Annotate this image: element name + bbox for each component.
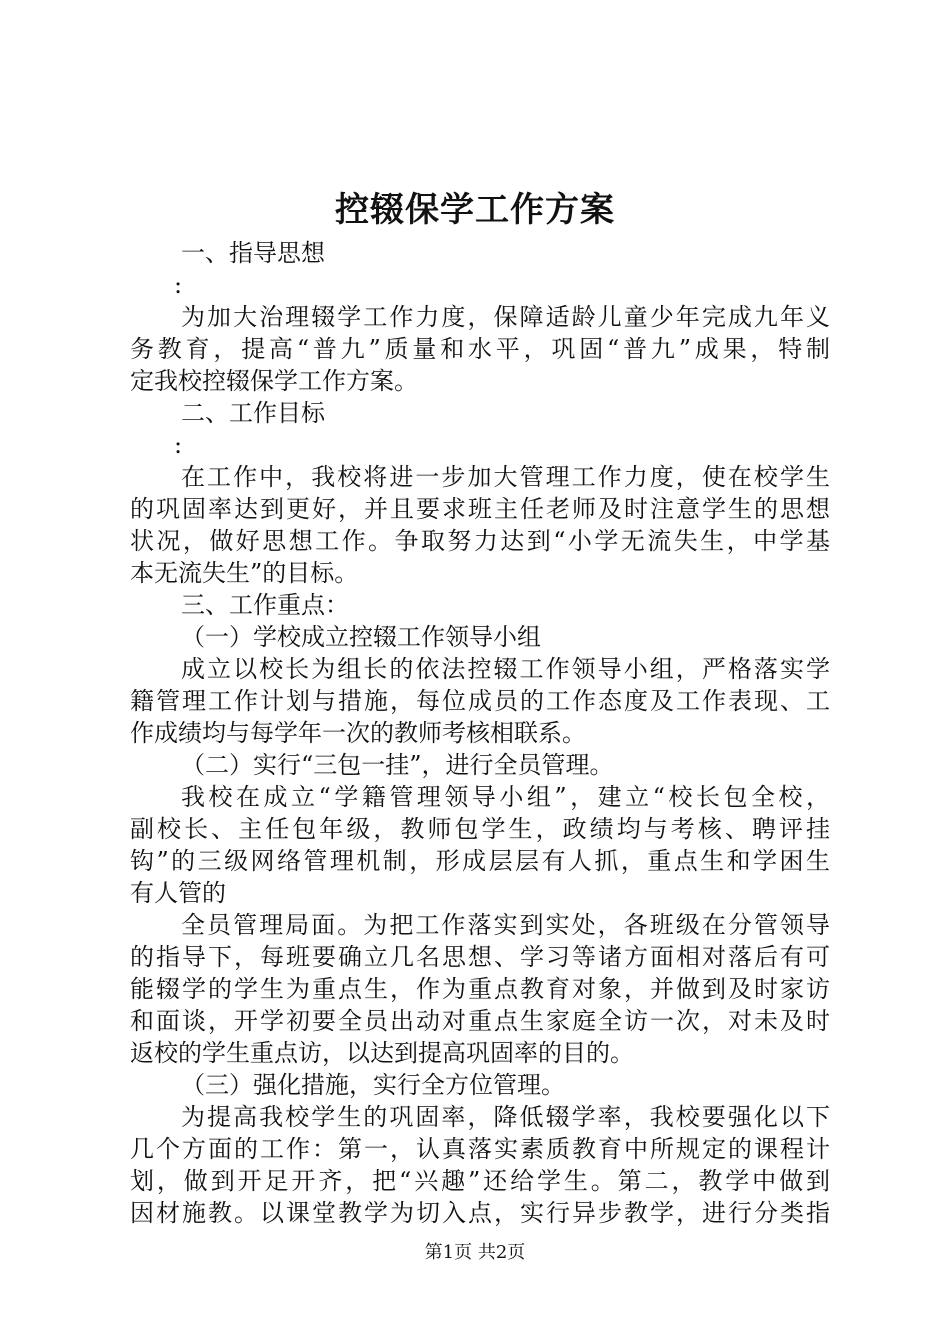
section-heading: 一、指导思想: [181, 239, 325, 267]
paragraph-line: 本无流失生”的目标。: [130, 559, 359, 587]
paragraph-line: 返校的学生重点访，以达到提高巩固率的目的。: [130, 1039, 634, 1067]
colon-line: :: [174, 271, 183, 299]
document-title: 控辍保学工作方案: [335, 190, 615, 230]
paragraph-line: 定我校控辍保学工作方案。: [130, 367, 418, 395]
paragraph-line: 籍管理工作计划与措施，每位成员的工作态度及工作表现、工: [130, 687, 830, 715]
section-heading: 二、工作目标: [181, 399, 325, 427]
paragraph-line: 几个方面的工作：第一，认真落实素质教育中所规定的课程计: [130, 1135, 830, 1163]
paragraph-line: 和面谈，开学初要全员出动对重点生家庭全访一次，对未及时: [130, 1007, 830, 1035]
paragraph-line: 我校在成立“学籍管理领导小组”，建立“校长包全校，: [181, 783, 830, 811]
subsection-heading: （三）强化措施，实行全方位管理。: [181, 1071, 565, 1099]
paragraph-line: 有人管的: [130, 879, 226, 907]
paragraph-line: 状况，做好思想工作。争取努力达到“小学无流失生，中学基: [130, 527, 830, 555]
paragraph-line: 划，做到开足开齐，把“兴趣”还给学生。第二，教学中做到: [130, 1167, 830, 1195]
document-body: [130, 237, 830, 1229]
paragraph-line: 钩”的三级网络管理机制，形成层层有人抓，重点生和学困生: [130, 847, 830, 875]
page-footer: 第1页 共2页: [424, 1242, 526, 1263]
paragraph-line: 的指导下，每班要确立几名思想、学习等诸方面相对落后有可: [130, 943, 830, 971]
paragraph-line: 为加大治理辍学工作力度，保障适龄儿童少年完成九年义: [181, 303, 830, 331]
paragraph-line: 的巩固率达到更好，并且要求班主任老师及时注意学生的思想: [130, 495, 830, 523]
paragraph-line: 在工作中，我校将进一步加大管理工作力度，使在校学生: [181, 463, 830, 491]
paragraph-line: 全员管理局面。为把工作落实到实处，各班级在分管领导: [181, 911, 830, 939]
paragraph-line: 副校长、主任包年级，教师包学生，政绩均与考核、聘评挂: [130, 815, 830, 843]
colon-line: :: [174, 431, 183, 459]
paragraph-line: 因材施教。以课堂教学为切入点，实行异步教学，进行分类指: [130, 1199, 830, 1227]
paragraph-line: 成立以校长为组长的依法控辍工作领导小组，严格落实学: [181, 655, 830, 683]
paragraph-line: 务教育，提高“普九”质量和水平，巩固“普九”成果，特制: [130, 335, 830, 363]
subsection-heading: （一）学校成立控辍工作领导小组: [181, 623, 541, 651]
paragraph-line: 作成绩均与每学年一次的教师考核相联系。: [130, 719, 586, 747]
subsection-heading: （二）实行“三包一挂”，进行全员管理。: [181, 751, 614, 779]
section-heading: 三、工作重点：: [181, 591, 349, 619]
paragraph-line: 为提高我校学生的巩固率，降低辍学率，我校要强化以下: [181, 1103, 830, 1131]
paragraph-line: 能辍学的学生为重点生，作为重点教育对象，并做到及时家访: [130, 975, 830, 1003]
